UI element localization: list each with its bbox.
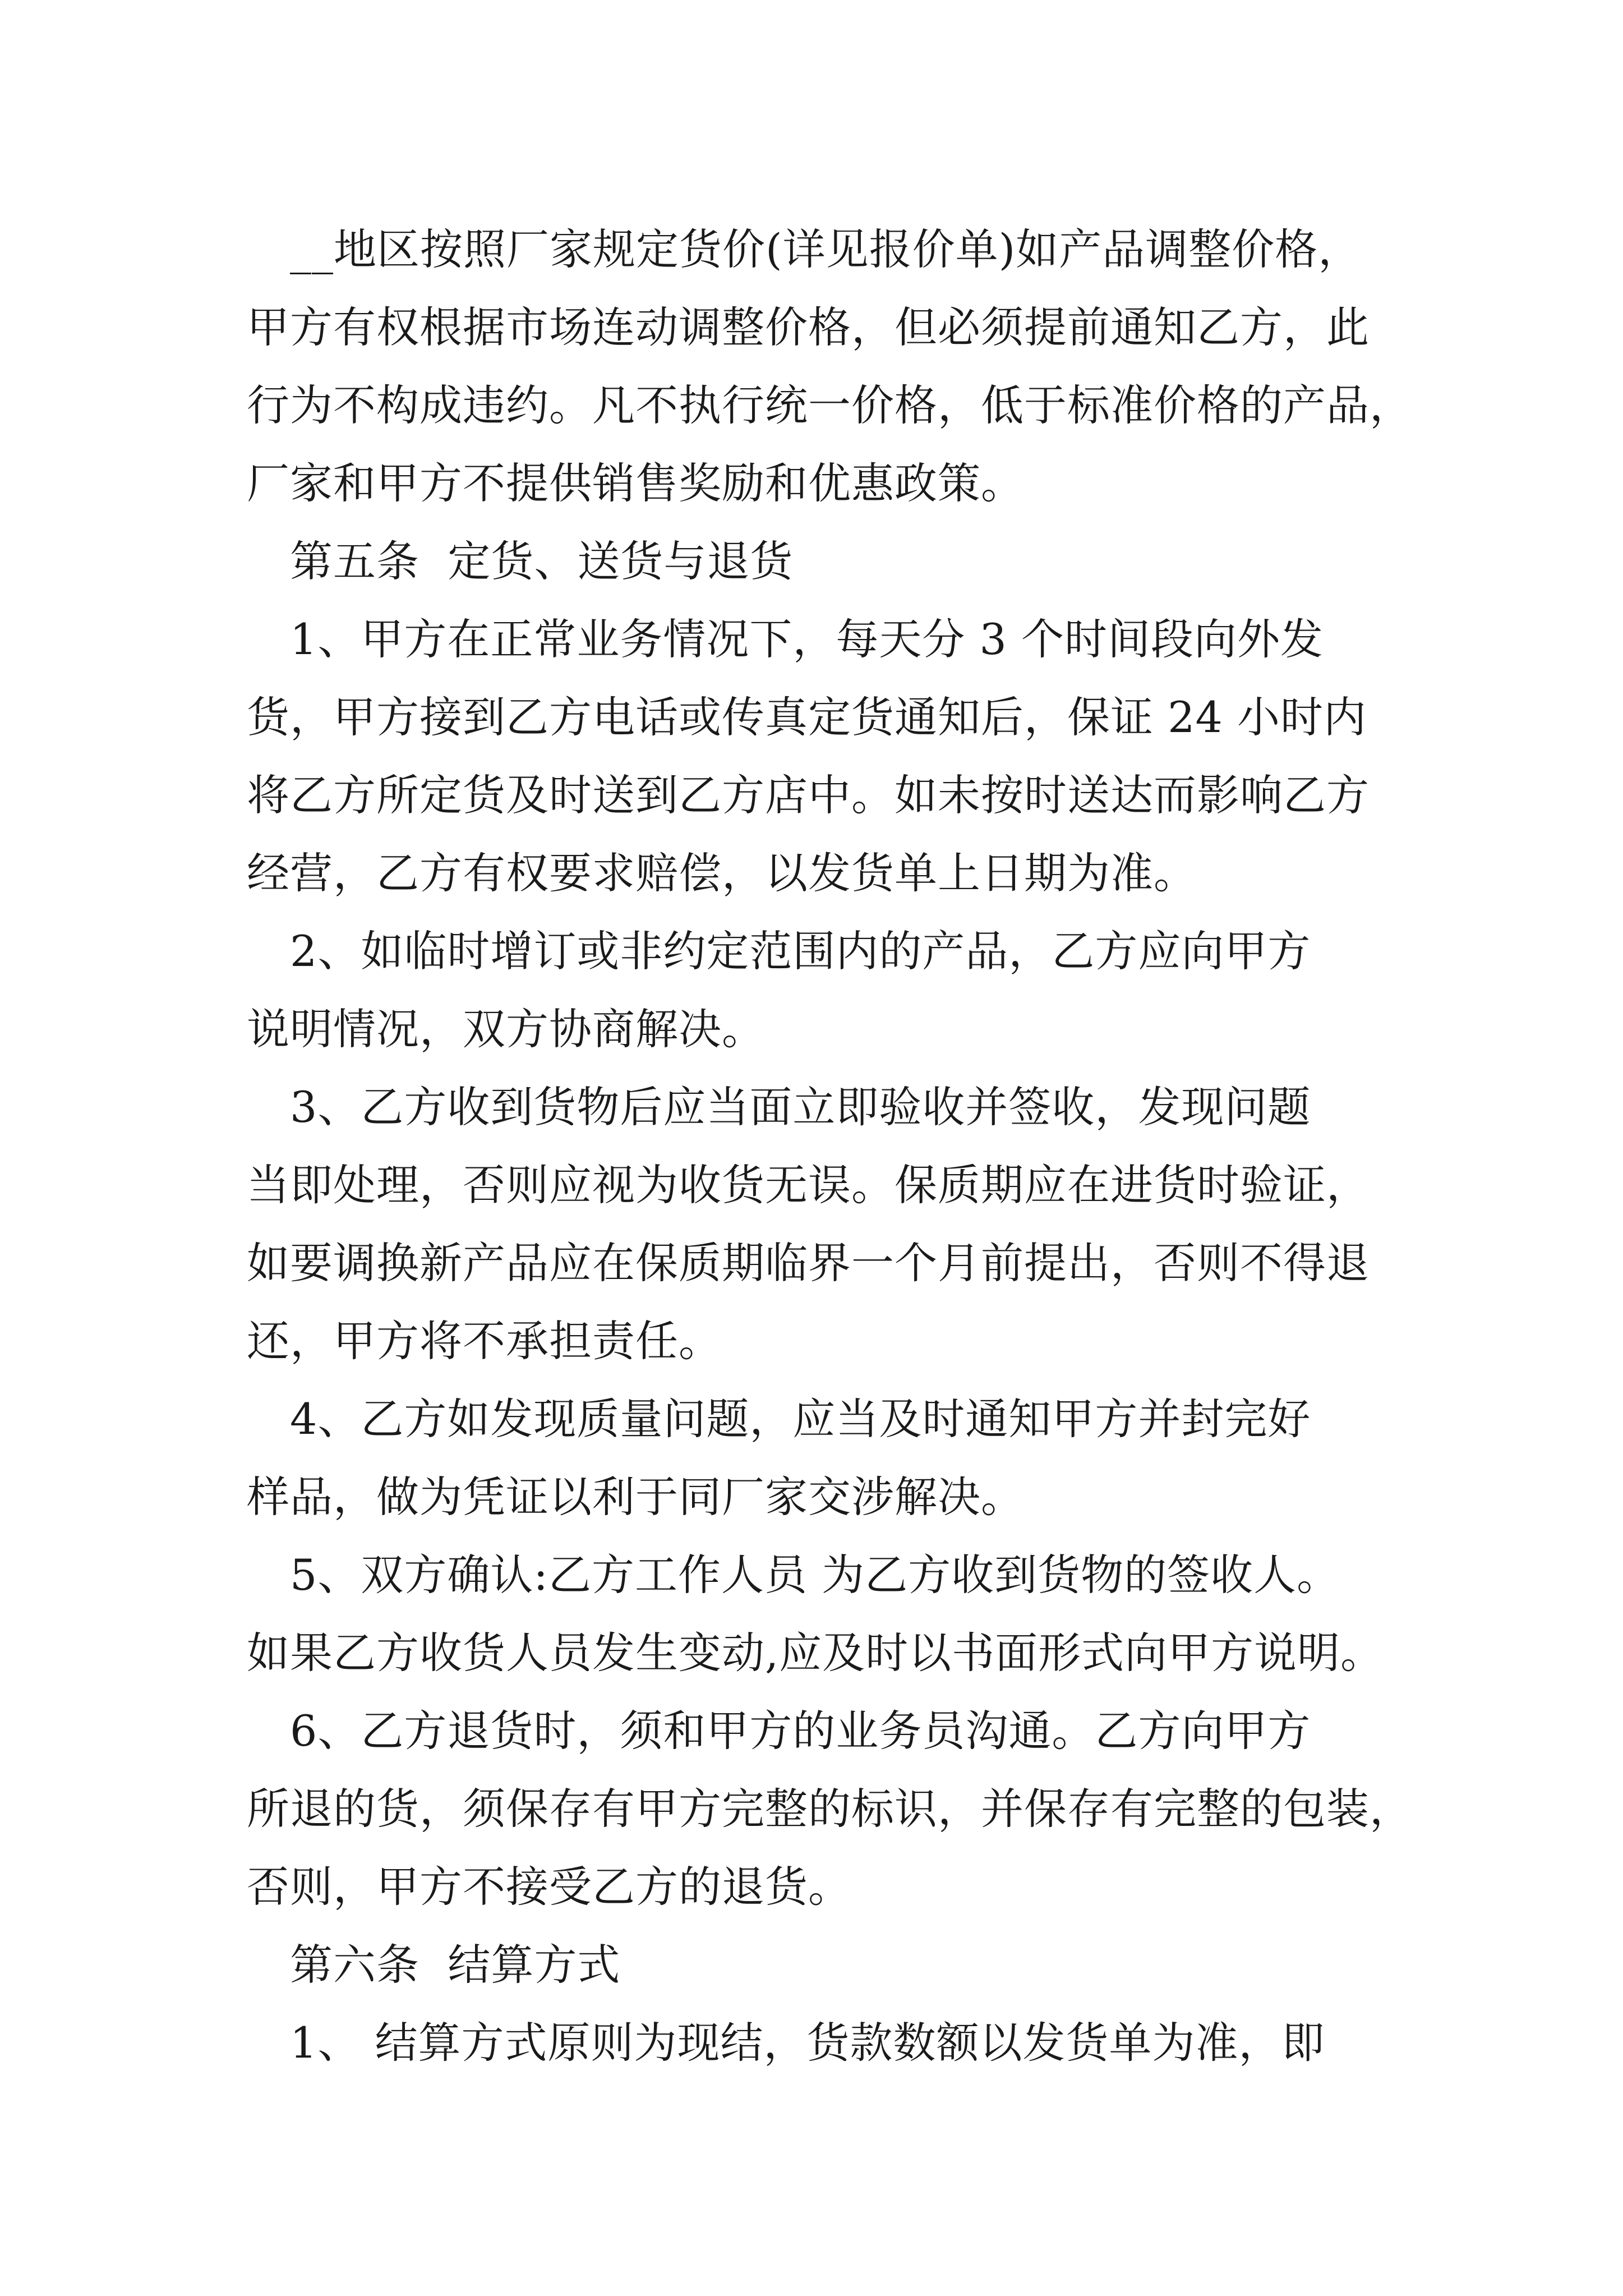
text-line: 如要调换新产品应在保质期临界一个月前提出，否则不得退 [247,1238,1370,1288]
text-line: 当即处理，否则应视为收货无误。保质期应在进货时验证， [247,1160,1370,1210]
text-line: 货，甲方接到乙方电话或传真定货通知后，保证 24 小时内 [247,692,1367,742]
text-line: 5、双方确认:乙方工作人员 为乙方收到货物的签收人。 [247,1550,1340,1600]
text-line: 否则，甲方不接受乙方的退货。 [247,1862,851,1912]
section-heading: 第五条 定货、送货与退货 [247,536,794,586]
text-line: 4、乙方如发现质量问题，应当及时通知甲方并封完好 [247,1394,1311,1444]
text-line: 所退的货，须保存有甲方完整的标识，并保存有完整的包装， [247,1784,1413,1834]
text-line: 6、乙方退货时，须和甲方的业务员沟通。乙方向甲方 [247,1706,1311,1756]
text-line: 甲方有权根据市场连动调整价格，但必须提前通知乙方，此 [247,302,1370,352]
text-line: 如果乙方收货人员发生变动,应及时以书面形式向甲方说明。 [247,1628,1384,1678]
text-line: 样品，做为凭证以利于同厂家交涉解决。 [247,1472,1024,1522]
text-line: __地区按照厂家规定货价(详见报价单)如产品调整价格， [247,224,1362,274]
text-line: 2、如临时增订或非约定范围内的产品，乙方应向甲方 [247,926,1311,976]
section-heading: 第六条 结算方式 [247,1940,621,1990]
text-line: 厂家和甲方不提供销售奖励和优惠政策。 [247,458,1024,508]
text-line: 1、甲方在正常业务情况下，每天分 3 个时间段向外发 [247,614,1324,664]
document-body [247,210,1413,2082]
text-line: 说明情况，双方协商解决。 [247,1004,765,1054]
text-line: 3、乙方收到货物后应当面立即验收并签收，发现问题 [247,1082,1311,1132]
text-line: 将乙方所定货及时送到乙方店中。如未按时送达而影响乙方 [247,770,1370,820]
text-line: 经营，乙方有权要求赔偿，以发货单上日期为准。 [247,848,1197,898]
text-line: 1、 结算方式原则为现结，货款数额以发货单为准，即 [247,2018,1325,2068]
text-line: 行为不构成违约。凡不执行统一价格，低于标准价格的产品， [247,380,1413,430]
text-line: 还，甲方将不承担责任。 [247,1316,722,1366]
